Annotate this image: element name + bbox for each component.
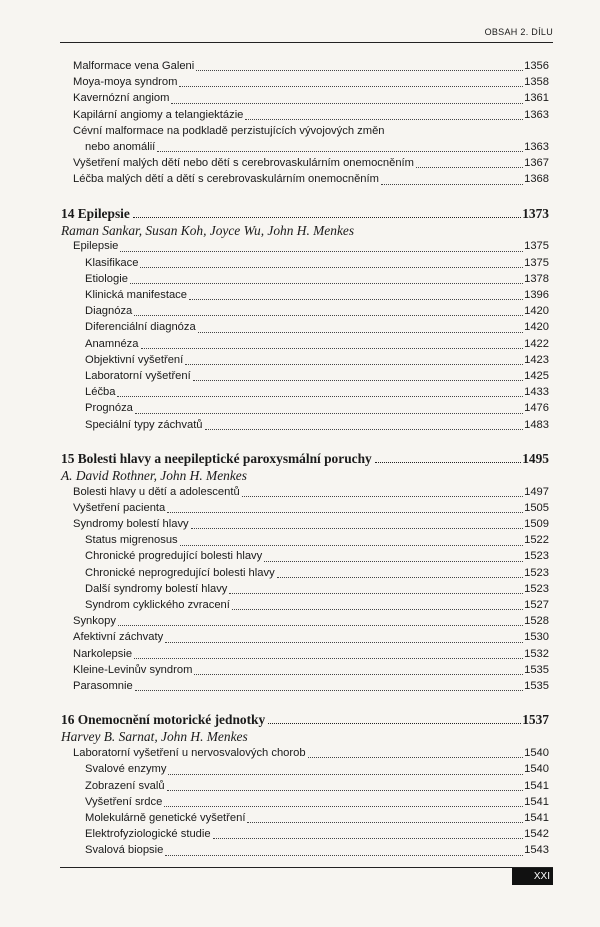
toc-entry-page: 1476 (524, 402, 549, 415)
dot-leader (141, 347, 524, 349)
toc-entry[interactable] (61, 155, 549, 171)
toc-entry[interactable] (61, 500, 549, 516)
toc-subentry[interactable] (61, 417, 549, 433)
toc-subentry[interactable] (61, 842, 549, 858)
chapter-section (61, 450, 549, 694)
chapters-list (61, 205, 549, 859)
dot-leader (381, 183, 523, 185)
toc-entry-label: Chronické progredující bolesti hlavy (85, 550, 263, 563)
toc-entry-label: Syndrom cyklického zvracení (85, 599, 230, 612)
intro-section (61, 58, 549, 188)
toc-entry-page: 1523 (524, 550, 549, 563)
toc-entry-label: Chronické neprogredující bolesti hlavy (85, 566, 275, 579)
toc-entry[interactable] (61, 745, 549, 761)
dot-leader (232, 608, 523, 610)
toc-entry-page: 1363 (524, 108, 549, 121)
dot-leader (165, 641, 523, 643)
toc-entry[interactable] (61, 646, 549, 662)
dot-leader (118, 624, 523, 626)
toc-subentry[interactable] (61, 810, 549, 826)
toc-entry-page: 1367 (524, 157, 549, 170)
toc-subentry[interactable] (61, 336, 549, 352)
toc-entry-page: 1527 (524, 599, 549, 612)
chapter-section (61, 205, 549, 433)
toc-entry-page: 1497 (524, 485, 549, 498)
toc-entry-label: Diferenciální diagnóza (85, 321, 196, 334)
dot-leader (375, 461, 521, 463)
toc-entry-label: Laboratorní vyšetření u nervosvalových chorob (73, 747, 306, 760)
toc-entry-label: Afektivní záchvaty (73, 631, 164, 644)
toc-entry-page: 1540 (524, 763, 549, 776)
toc-entry-label: Léčba malých dětí a dětí s cerebrovaskulárním onemocněním (73, 173, 379, 186)
dot-leader (308, 756, 524, 758)
toc-entry[interactable] (61, 171, 549, 187)
toc-entry-label: Objektivní vyšetření (85, 353, 184, 366)
toc-entry-label: Další syndromy bolestí hlavy (85, 582, 228, 595)
toc-entry[interactable] (61, 484, 549, 500)
toc-entry-label: Syndromy bolestí hlavy (73, 518, 189, 531)
dot-leader (167, 511, 523, 513)
dot-leader (245, 118, 523, 120)
toc-entry-page: 1505 (524, 501, 549, 514)
chapter-title: 14 Epilepsie (61, 205, 130, 221)
dot-leader (164, 805, 523, 807)
chapter-authors: Harvey B. Sarnat, John H. Menkes (61, 729, 248, 745)
toc-entry-page: 1532 (524, 647, 549, 660)
running-header (60, 26, 553, 43)
dot-leader (229, 592, 523, 594)
toc-entry-page: 1543 (524, 844, 549, 857)
dot-leader (191, 527, 523, 529)
toc-entry-wrapped-first-line[interactable]: Cévní malformace na podkladě perzistujících vývojových změn (73, 124, 385, 137)
toc-entry-label: Svalové enzymy (85, 763, 167, 776)
dot-leader (133, 216, 521, 218)
toc-entry-label: Narkolepsie (73, 647, 133, 660)
toc-entry-label: Malformace vena Galeni (73, 59, 195, 72)
toc-entry-label: Etiologie (85, 272, 128, 285)
toc-entry[interactable] (61, 74, 549, 90)
toc-subentry[interactable] (61, 271, 549, 287)
dot-leader (120, 250, 523, 252)
dot-leader (198, 331, 523, 333)
chapter-heading[interactable] (61, 711, 549, 728)
toc-entry[interactable] (61, 629, 549, 645)
toc-entry-label: Kleine-Levinův syndrom (73, 663, 193, 676)
chapter-page: 1373 (522, 205, 549, 221)
dot-leader (168, 773, 523, 775)
dot-leader (213, 837, 524, 839)
dot-leader (179, 85, 523, 87)
toc-subentry[interactable] (61, 319, 549, 335)
chapter-heading[interactable] (61, 450, 549, 467)
running-title: OBSAH 2. DÍLU (484, 27, 553, 37)
toc-entry-label: Epilepsie (73, 240, 119, 253)
toc-entry-page: 1541 (524, 795, 549, 808)
toc-entry-label: nebo anomálií (85, 140, 156, 153)
toc-entry-page: 1420 (524, 321, 549, 334)
toc-entry-page: 1375 (524, 256, 549, 269)
dot-leader (135, 689, 523, 691)
toc-entry-label: Kavernózní angiom (73, 92, 170, 105)
toc-entry-page: 1523 (524, 566, 549, 579)
toc-entry-page: 1425 (524, 369, 549, 382)
toc-entry-label: Diagnóza (85, 305, 133, 318)
toc-entry-page: 1535 (524, 679, 549, 692)
toc-subentry[interactable] (61, 549, 549, 565)
dot-leader (180, 544, 523, 546)
table-of-contents (61, 58, 549, 859)
toc-subentry[interactable] (61, 532, 549, 548)
toc-entry-page: 1363 (524, 140, 549, 153)
toc-subentry[interactable] (61, 384, 549, 400)
toc-entry-page: 1422 (524, 337, 549, 350)
toc-entry[interactable] (61, 239, 549, 255)
toc-entry-label: Prognóza (85, 402, 133, 415)
toc-entry-page: 1368 (524, 173, 549, 186)
dot-leader (140, 266, 523, 268)
dot-leader (117, 395, 523, 397)
toc-entry[interactable] (61, 678, 549, 694)
toc-entry-page: 1542 (524, 828, 549, 841)
dot-leader (185, 363, 523, 365)
dot-leader (135, 412, 523, 414)
dot-leader (416, 166, 523, 168)
chapter-heading[interactable] (61, 205, 549, 222)
dot-leader (130, 282, 523, 284)
toc-entry-page: 1522 (524, 534, 549, 547)
toc-entry-page: 1509 (524, 518, 549, 531)
toc-entry-page: 1541 (524, 811, 549, 824)
dot-leader (205, 428, 524, 430)
toc-entry[interactable] (61, 58, 549, 74)
toc-entry-page: 1523 (524, 582, 549, 595)
dot-leader (165, 854, 523, 856)
dot-leader (157, 150, 523, 152)
toc-entry-page: 1358 (524, 76, 549, 89)
toc-entry-page: 1541 (524, 779, 549, 792)
toc-subentry[interactable] (61, 255, 549, 271)
toc-entry-label: Klasifikace (85, 256, 139, 269)
toc-subentry[interactable] (61, 287, 549, 303)
toc-entry[interactable] (61, 662, 549, 678)
dot-leader (194, 673, 523, 675)
toc-entry-label: Parasomnie (73, 679, 133, 692)
chapter-section (61, 711, 549, 858)
toc-entry-label: Bolesti hlavy u dětí a adolescentů (73, 485, 240, 498)
toc-entry-page: 1378 (524, 272, 549, 285)
toc-subentry[interactable] (61, 565, 549, 581)
toc-subentry[interactable] (61, 352, 549, 368)
toc-entry-page: 1535 (524, 663, 549, 676)
toc-entry-label: Svalová biopsie (85, 844, 164, 857)
toc-entry-label: Speciální typy záchvatů (85, 418, 203, 431)
toc-entry-label: Vyšetření pacienta (73, 501, 166, 514)
dot-leader (277, 576, 523, 578)
chapter-title: 15 Bolesti hlavy a neepileptické paroxysmální poruchy (61, 450, 372, 466)
toc-entry-page: 1361 (524, 92, 549, 105)
toc-entry-label: Status migrenosus (85, 534, 178, 547)
dot-leader (264, 560, 523, 562)
toc-entry-label: Synkopy (73, 615, 116, 628)
dot-leader (134, 657, 523, 659)
dot-leader (167, 789, 524, 791)
toc-entry[interactable] (61, 90, 549, 106)
chapter-authors: A. David Rothner, John H. Menkes (61, 467, 247, 483)
toc-entry-label: Moya-moya syndrom (73, 76, 178, 89)
chapter-authors: Raman Sankar, Susan Koh, Joyce Wu, John H. Menkes (61, 222, 355, 238)
dot-leader (171, 102, 523, 104)
toc-subentry[interactable] (61, 303, 549, 319)
chapter-title: 16 Onemocnění motorické jednotky (61, 712, 266, 728)
toc-entry[interactable] (61, 516, 549, 532)
dot-leader (134, 314, 523, 316)
toc-entry[interactable] (61, 613, 549, 629)
toc-subentry[interactable] (61, 581, 549, 597)
toc-entry-page: 1528 (524, 615, 549, 628)
toc-entry-label: Molekulárně genetické vyšetření (85, 811, 246, 824)
toc-entry-page: 1396 (524, 289, 549, 302)
toc-entry-page: 1420 (524, 305, 549, 318)
toc-entry-label: Klinická manifestace (85, 289, 187, 302)
toc-subentry[interactable] (61, 400, 549, 416)
toc-subentry[interactable] (61, 778, 549, 794)
toc-subentry[interactable] (61, 761, 549, 777)
toc-entry-label: Laboratorní vyšetření (85, 369, 191, 382)
dot-leader (247, 821, 523, 823)
toc-entry[interactable] (61, 139, 549, 155)
footer-rule (60, 867, 553, 868)
toc-subentry[interactable] (61, 368, 549, 384)
chapter-page: 1537 (522, 712, 549, 728)
toc-subentry[interactable] (61, 597, 549, 613)
toc-entry[interactable] (61, 107, 549, 123)
dot-leader (193, 379, 523, 381)
toc-entry-label: Vyšetření malých dětí nebo dětí s cerebrovaskulárním onemocněním (73, 157, 414, 170)
toc-entry-label: Vyšetření srdce (85, 795, 163, 808)
dot-leader (196, 69, 523, 71)
toc-entry-label: Léčba (85, 386, 116, 399)
toc-entry-page: 1356 (524, 59, 549, 72)
page-folio: XXI (512, 868, 553, 885)
toc-entry-page: 1530 (524, 631, 549, 644)
toc-entry-label: Zobrazení svalů (85, 779, 165, 792)
chapter-page: 1495 (522, 450, 549, 466)
toc-entry-page: 1375 (524, 240, 549, 253)
toc-entry-page: 1483 (524, 418, 549, 431)
toc-entry-page: 1433 (524, 386, 549, 399)
dot-leader (268, 722, 521, 724)
toc-entry-page: 1540 (524, 747, 549, 760)
toc-entry-label: Kapilární angiomy a telangiektázie (73, 108, 244, 121)
toc-entry-label: Anamnéza (85, 337, 139, 350)
toc-entry-label: Elektrofyziologické studie (85, 828, 211, 841)
dot-leader (242, 495, 523, 497)
dot-leader (189, 298, 523, 300)
toc-subentry[interactable] (61, 826, 549, 842)
toc-entry-page: 1423 (524, 353, 549, 366)
toc-subentry[interactable] (61, 794, 549, 810)
